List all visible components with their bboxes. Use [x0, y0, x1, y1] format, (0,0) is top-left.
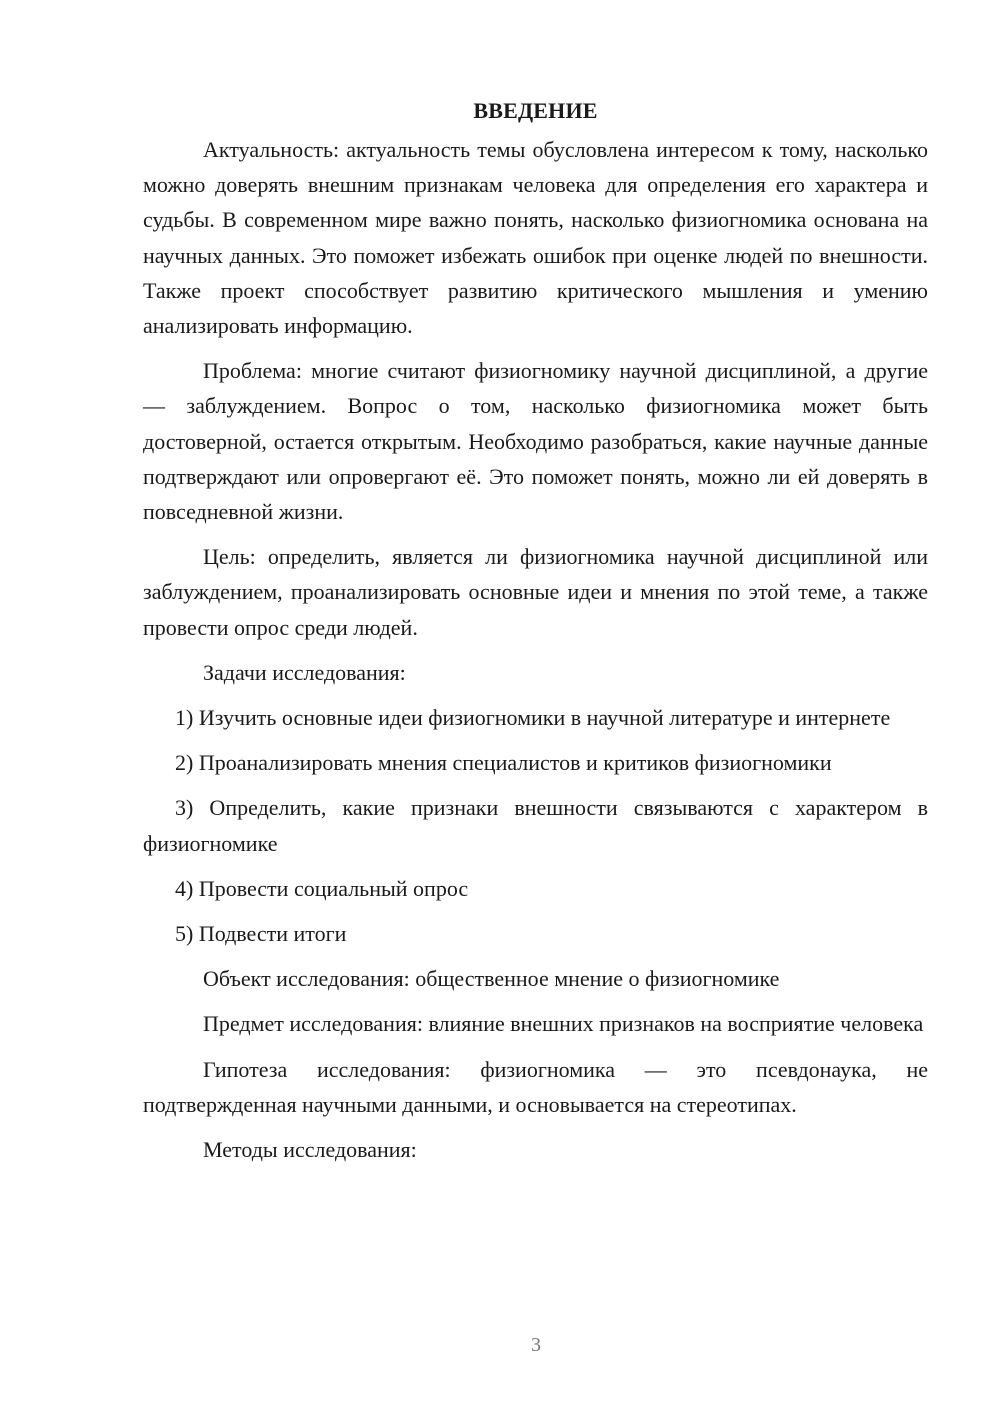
paragraph-relevance: Актуальность: актуальность темы обусловлена интересом к тому, насколько можно доверять внешним признакам человека для определения его характера и судьбы. В современном мире важно понять, насколько физиогномика основана на научных данных. Это поможет избежать ошибок при оценке людей по внешности. Также проект способствует развитию критического мышления и умению анализировать информацию. — [143, 137, 928, 339]
paragraph-goal: Цель: определить, является ли физиогномика научной дисциплиной или заблуждением, проанализировать основные идеи и мнения по этой теме, а также провести опрос среди людей. — [143, 544, 928, 640]
paragraph-methods: Методы исследования: — [203, 1137, 417, 1163]
task-item: 1) Изучить основные идеи физиогномики в научной литературе и интернете — [175, 705, 891, 731]
task-item: 5) Подвести итоги — [175, 921, 347, 947]
paragraph-tasks-heading: Задачи исследования: — [203, 659, 406, 685]
task-item: 4) Провести социальный опрос — [175, 875, 469, 901]
paragraph-subject: Предмет исследования: влияние внешних признаков на восприятие человека — [203, 1011, 924, 1037]
page-number: 3 — [531, 1334, 541, 1356]
paragraph-problem: Проблема: многие считают физиогномику научной дисциплиной, а другие — заблуждением. Вопрос о том, насколько физиогномика может быть достоверной, остается открытым. Необходимо разобраться, какие научные данные подтверждают или опровергают её. Это поможет понять, можно ли ей доверять в повседневной жизни. — [143, 358, 928, 525]
page-content — [143, 93, 928, 1177]
page-title: ВВЕДЕНИЕ — [473, 98, 598, 123]
task-item: 3) Определить, какие признаки внешности связываются с характером в физиогномике — [143, 795, 928, 856]
paragraph-hypothesis: Гипотеза исследования: физиогномика — это псевдонаука, не подтвержденная научными данными, и основывается на стереотипах. — [143, 1056, 928, 1117]
task-item: 2) Проанализировать мнения специалистов и критиков физиогномики — [175, 750, 832, 776]
paragraph-object: Объект исследования: общественное мнение о физиогномике — [203, 966, 780, 992]
